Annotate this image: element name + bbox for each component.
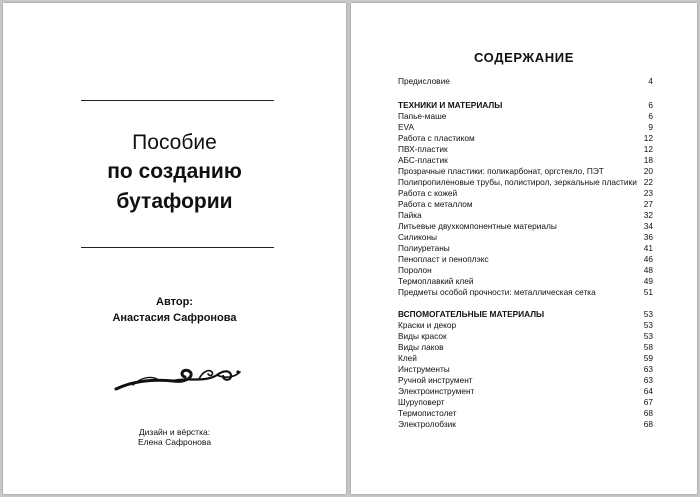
toc-entry xyxy=(398,177,653,188)
toc-entry-title: ВСПОМОГАТЕЛЬНЫЕ МАТЕРИАЛЫ xyxy=(398,309,545,319)
toc-entry xyxy=(398,353,653,364)
toc-entry xyxy=(398,408,653,419)
toc-entry-title: Пенопласт и пеноплэкс xyxy=(398,254,489,264)
toc-entry xyxy=(398,254,653,265)
toc-entry-page-number: 22 xyxy=(643,177,653,187)
toc-entry xyxy=(398,232,653,243)
toc-entry-page-number: 12 xyxy=(643,133,653,143)
toc-entry-title: Клей xyxy=(398,353,417,363)
toc-entry-title: Силиконы xyxy=(398,232,437,242)
toc-entry xyxy=(398,155,653,166)
toc-entry-page-number: 64 xyxy=(643,386,653,396)
toc-entry-title: Инструменты xyxy=(398,364,450,374)
contents-page xyxy=(351,3,697,494)
toc-entry xyxy=(398,265,653,276)
toc-entry xyxy=(398,276,653,287)
toc-entry-title: АБС-пластик xyxy=(398,155,448,165)
toc-entry xyxy=(398,199,653,210)
bottom-divider xyxy=(81,247,274,248)
toc-entry-page-number: 18 xyxy=(643,155,653,165)
toc-entry-title: Прозрачные пластики: поликарбонат, оргстекло, ПЭТ xyxy=(398,166,604,176)
toc-entry xyxy=(398,419,653,430)
toc-entry xyxy=(398,397,653,408)
toc-entry xyxy=(398,188,653,199)
toc-entry xyxy=(398,221,653,232)
toc-entry xyxy=(398,243,653,254)
design-credit-name: Елена Сафронова xyxy=(137,437,212,447)
toc-entry-title: ПВХ-пластик xyxy=(398,144,448,154)
toc-entry-title: EVA xyxy=(398,122,414,132)
contents-heading: СОДЕРЖАНИЕ xyxy=(474,50,574,65)
top-divider xyxy=(81,100,274,101)
toc-entry-page-number: 12 xyxy=(643,144,653,154)
toc-entry-page-number: 49 xyxy=(643,276,653,286)
toc-entry-page-number: 63 xyxy=(643,364,653,374)
toc-entry-page-number: 53 xyxy=(643,331,653,341)
toc-entry-page-number: 59 xyxy=(643,353,653,363)
toc-entry-page-number: 6 xyxy=(648,100,653,110)
toc-section-heading xyxy=(398,309,653,320)
toc-entry-page-number: 9 xyxy=(648,122,653,132)
toc-entry-page-number: 20 xyxy=(643,166,653,176)
toc-entry-page-number: 46 xyxy=(643,254,653,264)
toc-entry xyxy=(398,133,653,144)
toc-entry-title: Папье-маше xyxy=(398,111,447,121)
toc-entry-page-number: 23 xyxy=(643,188,653,198)
toc-entry xyxy=(398,375,653,386)
toc-entry-page-number: 34 xyxy=(643,221,653,231)
design-credit-label: Дизайн и вёрстка: xyxy=(138,427,211,437)
toc-entry-title: Литьевые двухкомпонентные материалы xyxy=(398,221,557,231)
toc-entry-page-number: 53 xyxy=(643,309,653,319)
toc-entry xyxy=(398,122,653,133)
toc-entry xyxy=(398,320,653,331)
toc-entry-page-number: 32 xyxy=(643,210,653,220)
toc-entry-title: Краски и декор xyxy=(398,320,457,330)
toc-entry-page-number: 27 xyxy=(643,199,653,209)
toc-entry xyxy=(398,364,653,375)
toc-entry xyxy=(398,210,653,221)
toc-entry-page-number: 53 xyxy=(643,320,653,330)
book-title-line-1: Пособие xyxy=(132,131,217,154)
toc-entry-title: Виды лаков xyxy=(398,342,444,352)
book-title-line-2: по созданию xyxy=(107,160,242,183)
toc-entry-title: Термопистолет xyxy=(398,408,457,418)
toc-entry-page-number: 36 xyxy=(643,232,653,242)
toc-entry-page-number: 58 xyxy=(643,342,653,352)
cover-page xyxy=(3,3,346,494)
toc-section-heading xyxy=(398,100,653,111)
toc-entry-page-number: 68 xyxy=(643,408,653,418)
toc-entry-page-number: 51 xyxy=(643,287,653,297)
toc-entry-title: ТЕХНИКИ И МАТЕРИАЛЫ xyxy=(398,100,503,110)
toc-entry xyxy=(398,287,653,298)
toc-entry xyxy=(398,166,653,177)
book-title-line-3: бутафории xyxy=(116,190,233,213)
toc-entry-title: Шуруповерт xyxy=(398,397,445,407)
toc-entry-title: Термоплавкий клей xyxy=(398,276,474,286)
toc-entry-title: Полиуретаны xyxy=(398,243,450,253)
toc-entry xyxy=(398,342,653,353)
toc-entry-title: Электроинструмент xyxy=(398,386,475,396)
toc-entry-title: Виды красок xyxy=(398,331,447,341)
toc-entry-title: Предисловие xyxy=(398,76,450,86)
flourish-ornament-icon xyxy=(113,363,243,393)
toc-entry xyxy=(398,76,653,87)
toc-entry xyxy=(398,331,653,342)
toc-entry-title: Пайка xyxy=(398,210,422,220)
toc-entry-page-number: 41 xyxy=(643,243,653,253)
toc-entry-page-number: 68 xyxy=(643,419,653,429)
toc-entry-title: Электролобзик xyxy=(398,419,456,429)
toc-entry-title: Полипропиленовые трубы, полистирол, зеркальные пластики xyxy=(398,177,637,187)
toc-entry xyxy=(398,144,653,155)
toc-entry-page-number: 6 xyxy=(648,111,653,121)
author-label: Автор: xyxy=(156,296,193,308)
toc-entry xyxy=(398,386,653,397)
toc-entry-title: Работа с металлом xyxy=(398,199,473,209)
toc-entry-title: Ручной инструмент xyxy=(398,375,473,385)
toc-entry-page-number: 63 xyxy=(643,375,653,385)
toc-entry-page-number: 48 xyxy=(643,265,653,275)
toc-entry-page-number: 67 xyxy=(643,397,653,407)
toc-entry-page-number: 4 xyxy=(648,76,653,86)
toc-entry-title: Работа с пластиком xyxy=(398,133,475,143)
toc-entry-title: Предметы особой прочности: металлическая сетка xyxy=(398,287,596,297)
toc-entry-title: Работа с кожей xyxy=(398,188,458,198)
author-name: Анастасия Сафронова xyxy=(112,312,237,324)
toc-entry-title: Поролон xyxy=(398,265,432,275)
toc-entry xyxy=(398,111,653,122)
